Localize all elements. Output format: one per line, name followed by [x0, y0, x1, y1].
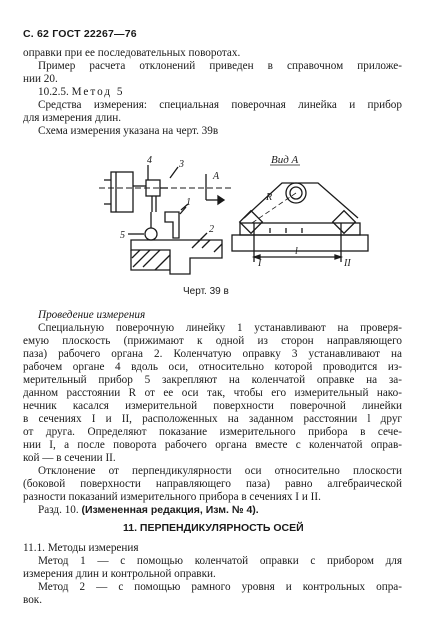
label-l: l	[295, 246, 298, 257]
label-II: II	[344, 258, 351, 269]
text-line: (боковой поверхности направляющего паза) равно алгебраической	[23, 478, 402, 490]
view-a-title: Вид A	[271, 154, 299, 166]
text-line: для измерения длин.	[23, 112, 122, 124]
label-I: I	[258, 258, 262, 269]
label-A: A	[213, 171, 220, 182]
subsection-title: 11.1. Методы измерения	[23, 542, 139, 554]
procedure-paragraph	[23, 322, 402, 517]
text-line: измерения длин и контрольной оправки.	[23, 568, 216, 580]
text-line: нии I, а после поворота рабочего органа вместе с коленчатой оправ-	[23, 439, 402, 451]
text-line: Схема измерения указана на черт. 39в	[38, 125, 219, 137]
text-line: Отклонение от перпендикулярности оси относительно плоскости	[38, 465, 402, 477]
bent-arbor-view	[244, 183, 358, 218]
text-line: Метод 2 — с помощью рамного уровня и контрольных опра-	[38, 581, 402, 593]
table-view	[232, 235, 368, 251]
straightedge-view	[240, 223, 360, 235]
text-line: нии 20.	[23, 73, 58, 85]
text-line: вок.	[23, 594, 43, 606]
label-1: 1	[186, 197, 191, 208]
text-line: мерительный прибор 5 закрепляют на коленчатой оправке на за-	[23, 374, 402, 386]
text-line: Специальную поверочную линейку 1 устанавливают на проверя-	[38, 322, 402, 334]
amendment-note: (Измененная редакция, Изм. № 4).	[81, 504, 259, 516]
section-title: 11. ПЕРПЕНДИКУЛЯРНОСТЬ ОСЕЙ	[123, 522, 304, 534]
label-2: 2	[209, 224, 214, 235]
method-number: 10.2.5.	[38, 86, 69, 98]
indicator-circle	[145, 228, 157, 240]
procedure-heading: Проведение измерения	[38, 309, 146, 321]
text-line: данном расстоянии R от ее оси так, чтобы его измерительный нако-	[23, 387, 402, 399]
label-R: R	[266, 192, 273, 203]
method-title: Метод 5	[71, 86, 125, 98]
text-line: рабочем органе 4 вдоль оси, относительно которой проводится из-	[23, 361, 402, 373]
text-line: в сечениях I и II, расположенных на заданном расстоянии l друг	[23, 413, 402, 425]
label-4: 4	[147, 155, 152, 166]
label-5: 5	[120, 230, 125, 241]
text-line: паза) рабочего органа 2. Коленчатую оправку 3 устанавливают на	[23, 348, 402, 360]
amendment-line	[38, 504, 402, 517]
text-line: оправки при ее последовательных поворотах.	[23, 47, 241, 59]
figure-caption: Черт. 39 в	[183, 286, 229, 297]
text-line: нечник касался измерительной поверхности поверочной линейки	[23, 400, 402, 412]
spindle-housing	[111, 172, 133, 212]
text-line: от друга. Определяют показание измерительного прибора в сече-	[23, 426, 402, 438]
text-line: кой — в сечении II.	[23, 452, 116, 464]
label-3: 3	[179, 159, 184, 170]
text-line: емую плоскость (прижимают к одной из сторон направляющего	[23, 335, 402, 347]
text-line: Метод 1 — с помощью коленчатой оправки с прибором для	[38, 555, 402, 567]
text-line: Пример расчета отклонений приведен в справочном приложе-	[38, 60, 402, 72]
page-header: С. 62 ГОСТ 22267—76	[23, 28, 137, 40]
section-ref: Разд. 10.	[38, 504, 79, 516]
text-line: Средства измерения: специальная поверочная линейка и прибор	[38, 99, 402, 111]
text-line: разности показаний измерительного прибора в сечениях I и II.	[23, 491, 321, 503]
